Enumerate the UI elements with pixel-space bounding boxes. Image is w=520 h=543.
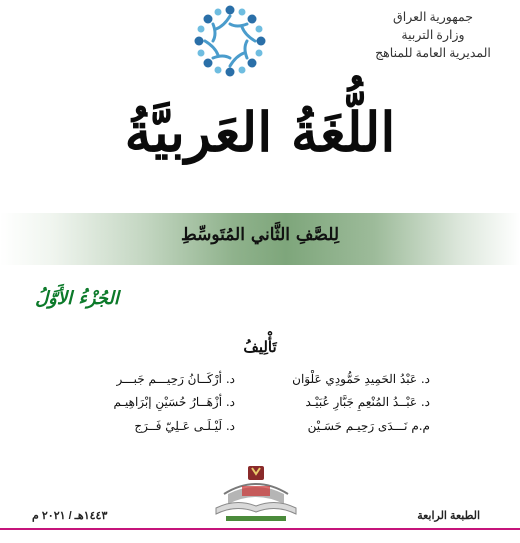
author-name: د. لَيْـلَـى عَـلِيّ فَــرَج xyxy=(134,419,235,433)
author-name: د. أزْهَــارُ حُسَيْنِ إبْرَاهِيـم xyxy=(113,395,235,409)
year-label: ١٤٤٣هـ / ٢٠٢١ م xyxy=(32,510,108,522)
people-circle-logo-icon xyxy=(190,2,270,80)
ministry-line-directorate: المديرية العامة للمناهج xyxy=(375,46,491,60)
author-name: د. أرْكَــانُ رَحِيـــم جَبـــر xyxy=(116,372,235,386)
ministry-line-country: جمهورية العراق xyxy=(393,10,473,24)
author-name: د. عَبْــدُ المُنْعِمِ جَبَّارِ عُبَيْـد xyxy=(305,395,430,409)
author-name: د. عَبْدُ الحَمِيدِ حَمُّودِي عَلْوَان xyxy=(292,372,430,386)
part-label: الجُزْءُ الأَوَّلُ xyxy=(35,288,119,309)
author-name: م.م نَـــدَى رَحِيـم حَسَـيْن xyxy=(307,419,430,433)
book-publisher-emblem-icon xyxy=(206,464,306,526)
edition-label: الطبعة الرابعة xyxy=(417,510,480,522)
grade-label: لِلصَّفِ الثَّاني المُتَوسِّطِ xyxy=(180,225,340,245)
authors-heading: تَأْلِيفُ xyxy=(243,338,277,356)
ministry-header xyxy=(358,8,508,62)
book-title: اللُّغَةُ العَربيَّةُ xyxy=(124,100,396,164)
ministry-line-ministry: وزارة التربية xyxy=(401,28,465,42)
footer-divider xyxy=(0,528,520,530)
